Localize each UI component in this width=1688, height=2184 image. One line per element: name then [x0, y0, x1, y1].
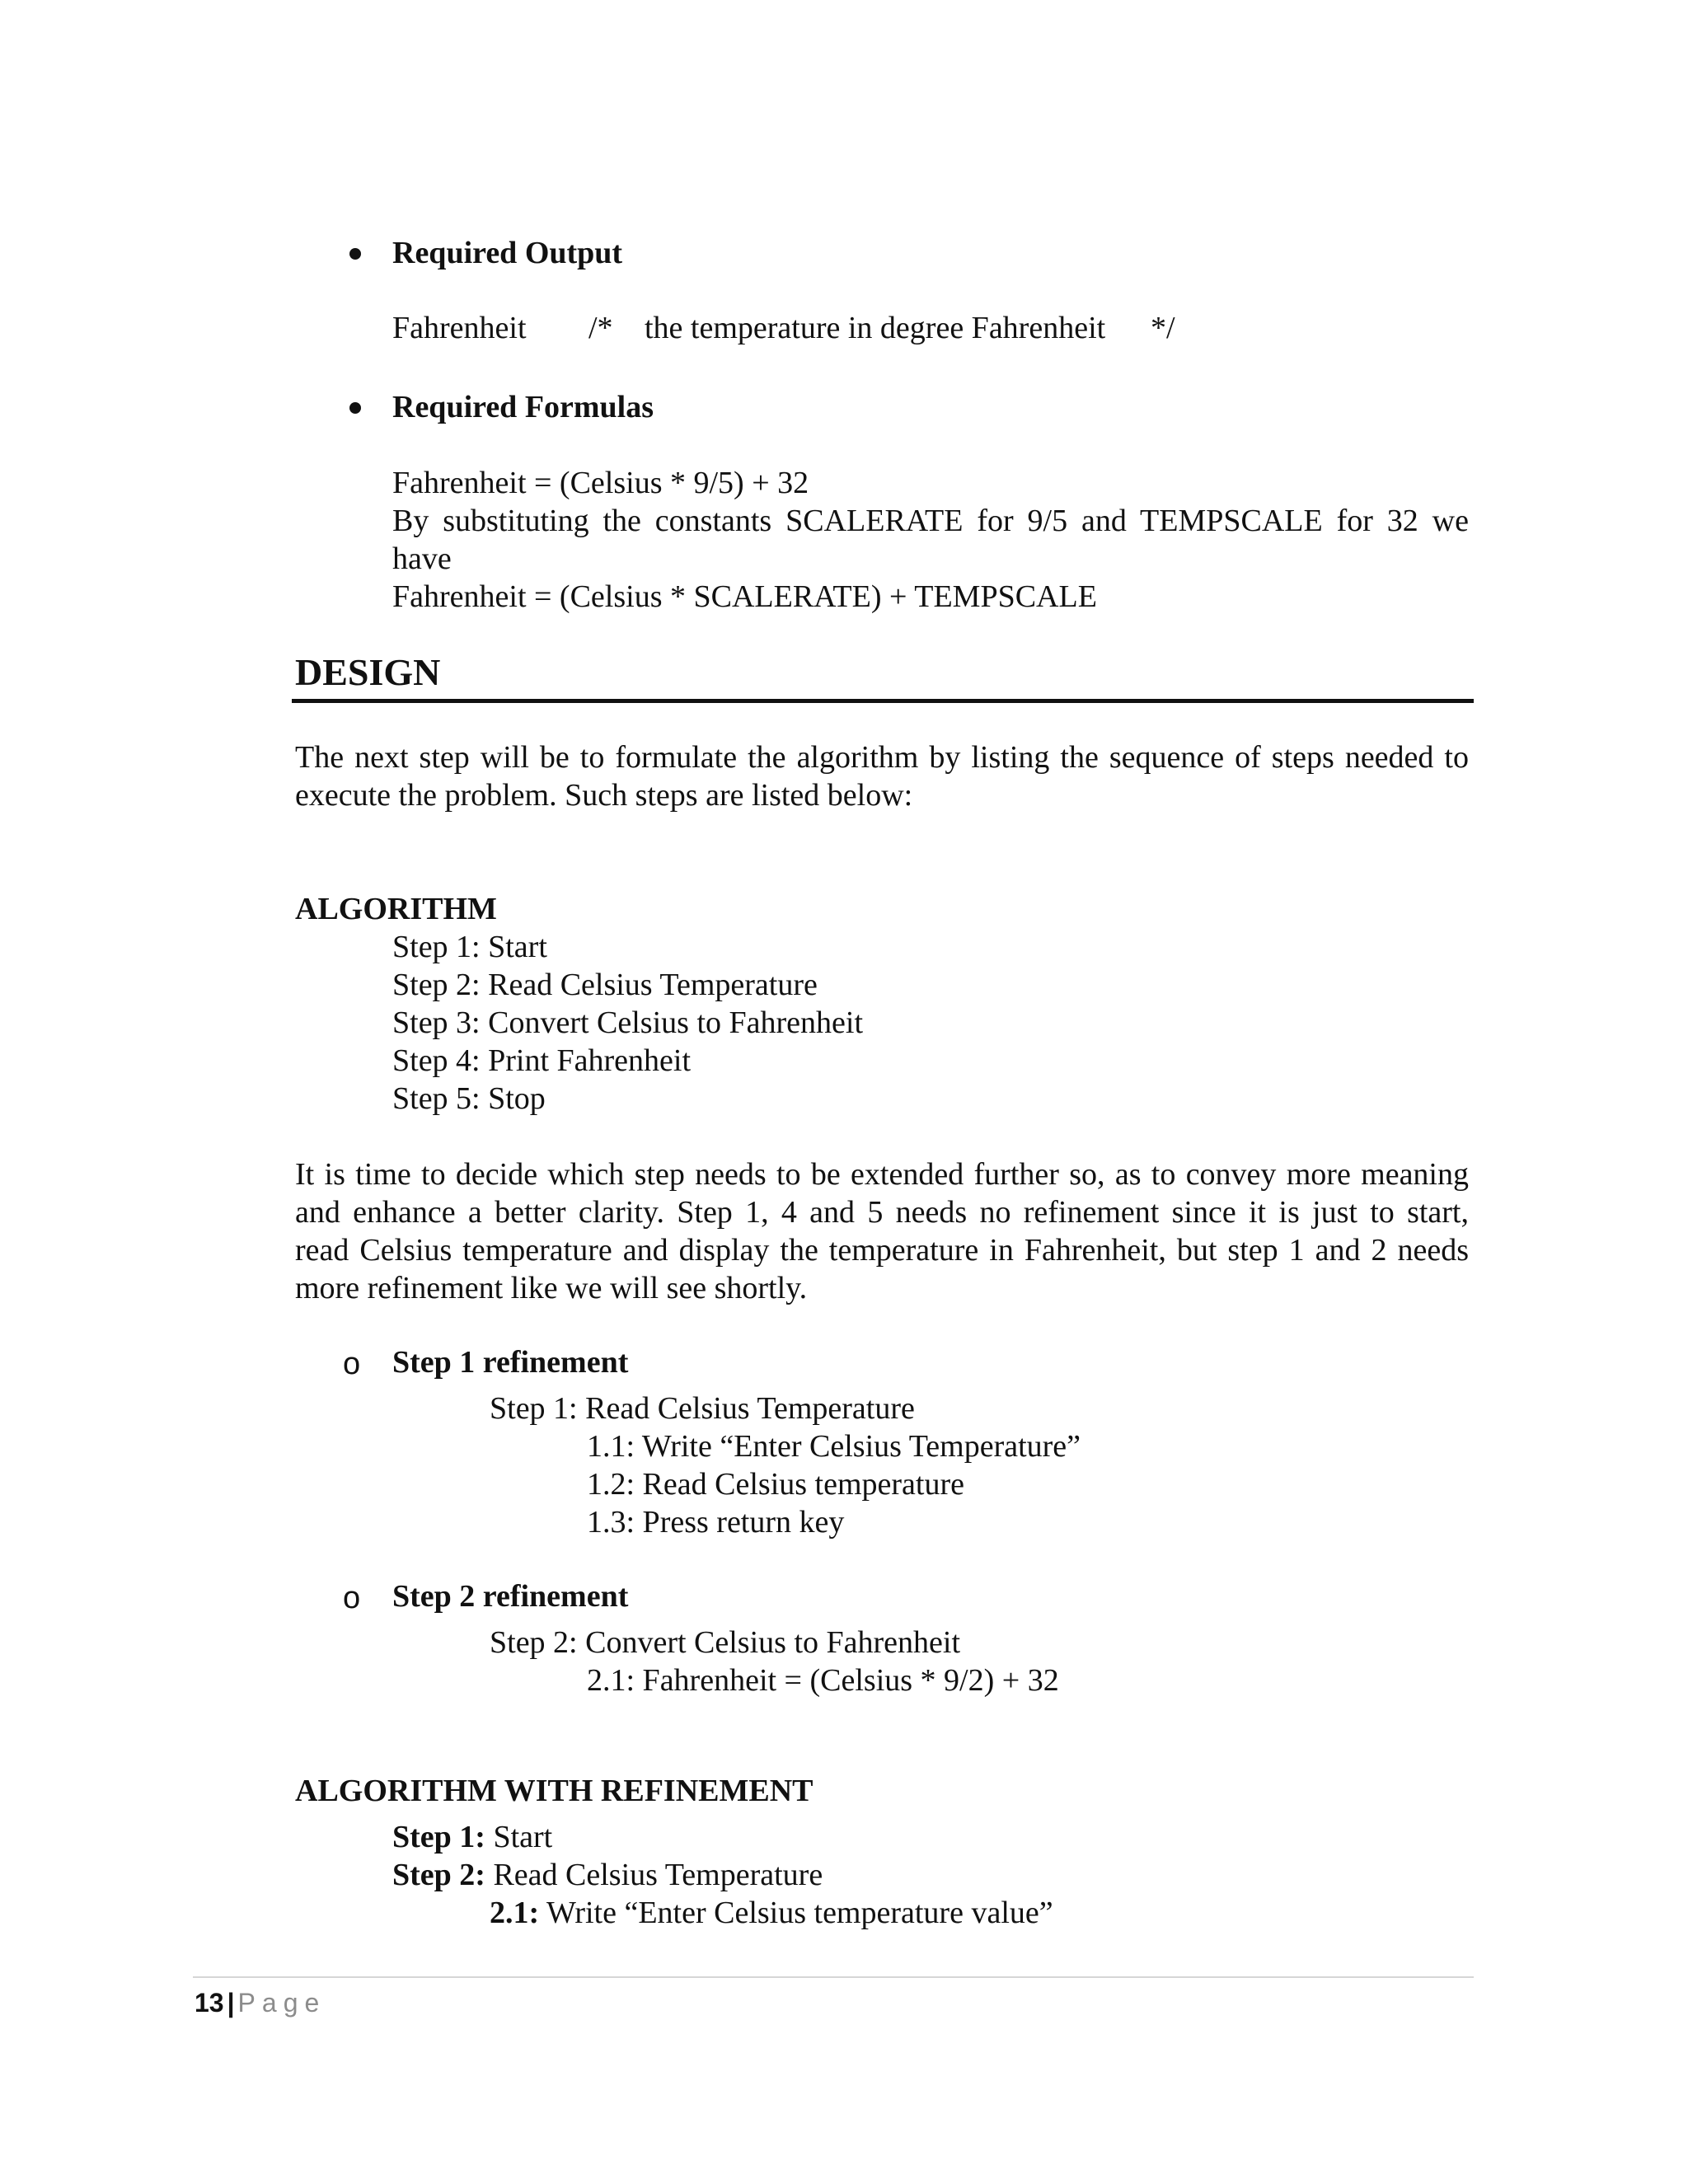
bullet-icon	[349, 248, 361, 260]
hollow-bullet-icon: o	[343, 1581, 361, 1615]
paragraph-line: execute the problem. Such steps are listed below:	[295, 778, 913, 813]
page-label: Page	[237, 1988, 326, 2018]
paragraph-line: read Celsius temperature and display the temperature in Fahrenheit, but step 1 and 2 needs	[295, 1233, 1469, 1268]
algorithm-heading: ALGORITHM	[295, 892, 497, 926]
algorithm-step: Step 1: Start	[392, 930, 547, 964]
refined-step-text: Write “Enter Celsius temperature value”	[539, 1896, 1053, 1930]
paragraph-line: have	[392, 541, 452, 576]
refined-step-text: Read Celsius Temperature	[485, 1858, 823, 1892]
design-heading-underline	[292, 699, 1474, 703]
output-variable: Fahrenheit	[392, 311, 527, 345]
required-output-heading: Required Output	[392, 236, 623, 270]
refined-step-text: Start	[485, 1820, 553, 1854]
step1-substep: 1.1: Write “Enter Celsius Temperature”	[587, 1429, 1081, 1464]
paragraph-line: The next step will be to formulate the algorithm by listing the sequence of steps needed to	[295, 740, 1469, 775]
step1-substep: 1.2: Read Celsius temperature	[587, 1467, 964, 1502]
formula-substitution-paragraph	[392, 502, 1469, 578]
step1-substep: 1.3: Press return key	[587, 1505, 845, 1540]
page-footer	[195, 1985, 326, 2027]
algorithm-step: Step 3: Convert Celsius to Fahrenheit	[392, 1005, 864, 1040]
step2-substep: 2.1: Fahrenheit = (Celsius * 9/2) + 32	[587, 1663, 1059, 1698]
comment-open: /*	[588, 311, 613, 345]
footer-separator: |	[227, 1988, 235, 2018]
footer-divider	[193, 1976, 1474, 1978]
required-formulas-heading: Required Formulas	[392, 390, 654, 424]
refined-step-label: Step 1:	[392, 1820, 485, 1854]
step1-refinement-heading: Step 1 refinement	[392, 1345, 629, 1380]
algorithm-with-refinement-heading: ALGORITHM WITH REFINEMENT	[295, 1774, 814, 1808]
hollow-bullet-icon: o	[343, 1347, 361, 1381]
refined-step-label: 2.1:	[490, 1896, 540, 1930]
step1-refinement-title: Step 1: Read Celsius Temperature	[490, 1391, 915, 1426]
formula-line: Fahrenheit = (Celsius * 9/5) + 32	[392, 466, 809, 500]
refined-step-row	[392, 1818, 552, 1856]
step2-refinement-heading: Step 2 refinement	[392, 1579, 629, 1614]
design-intro-paragraph	[295, 738, 1469, 814]
refined-step-row	[490, 1894, 1053, 1932]
paragraph-line: and enhance a better clarity. Step 1, 4 and 5 needs no refinement since it is just to start,	[295, 1195, 1469, 1230]
design-heading: DESIGN	[295, 651, 441, 693]
refinement-intro-paragraph	[295, 1155, 1469, 1307]
algorithm-step: Step 2: Read Celsius Temperature	[392, 968, 818, 1002]
page-number: 13	[195, 1988, 224, 2018]
paragraph-line: It is time to decide which step needs to be extended further so, as to convey more meaning	[295, 1157, 1469, 1192]
formula-line: Fahrenheit = (Celsius * SCALERATE) + TEMPSCALE	[392, 579, 1097, 614]
algorithm-step: Step 5: Stop	[392, 1081, 546, 1116]
paragraph-line: more refinement like we will see shortly.	[295, 1271, 808, 1305]
paragraph-line: By substituting the constants SCALERATE for 9/5 and TEMPSCALE for 32 we	[392, 504, 1469, 538]
refined-step-label: Step 2:	[392, 1858, 485, 1892]
comment-text: the temperature in degree Fahrenheit	[645, 311, 1106, 345]
refined-step-row	[392, 1856, 823, 1894]
step2-refinement-title: Step 2: Convert Celsius to Fahrenheit	[490, 1625, 961, 1660]
algorithm-step: Step 4: Print Fahrenheit	[392, 1043, 692, 1078]
comment-close: */	[1151, 311, 1175, 345]
bullet-icon	[349, 402, 361, 414]
